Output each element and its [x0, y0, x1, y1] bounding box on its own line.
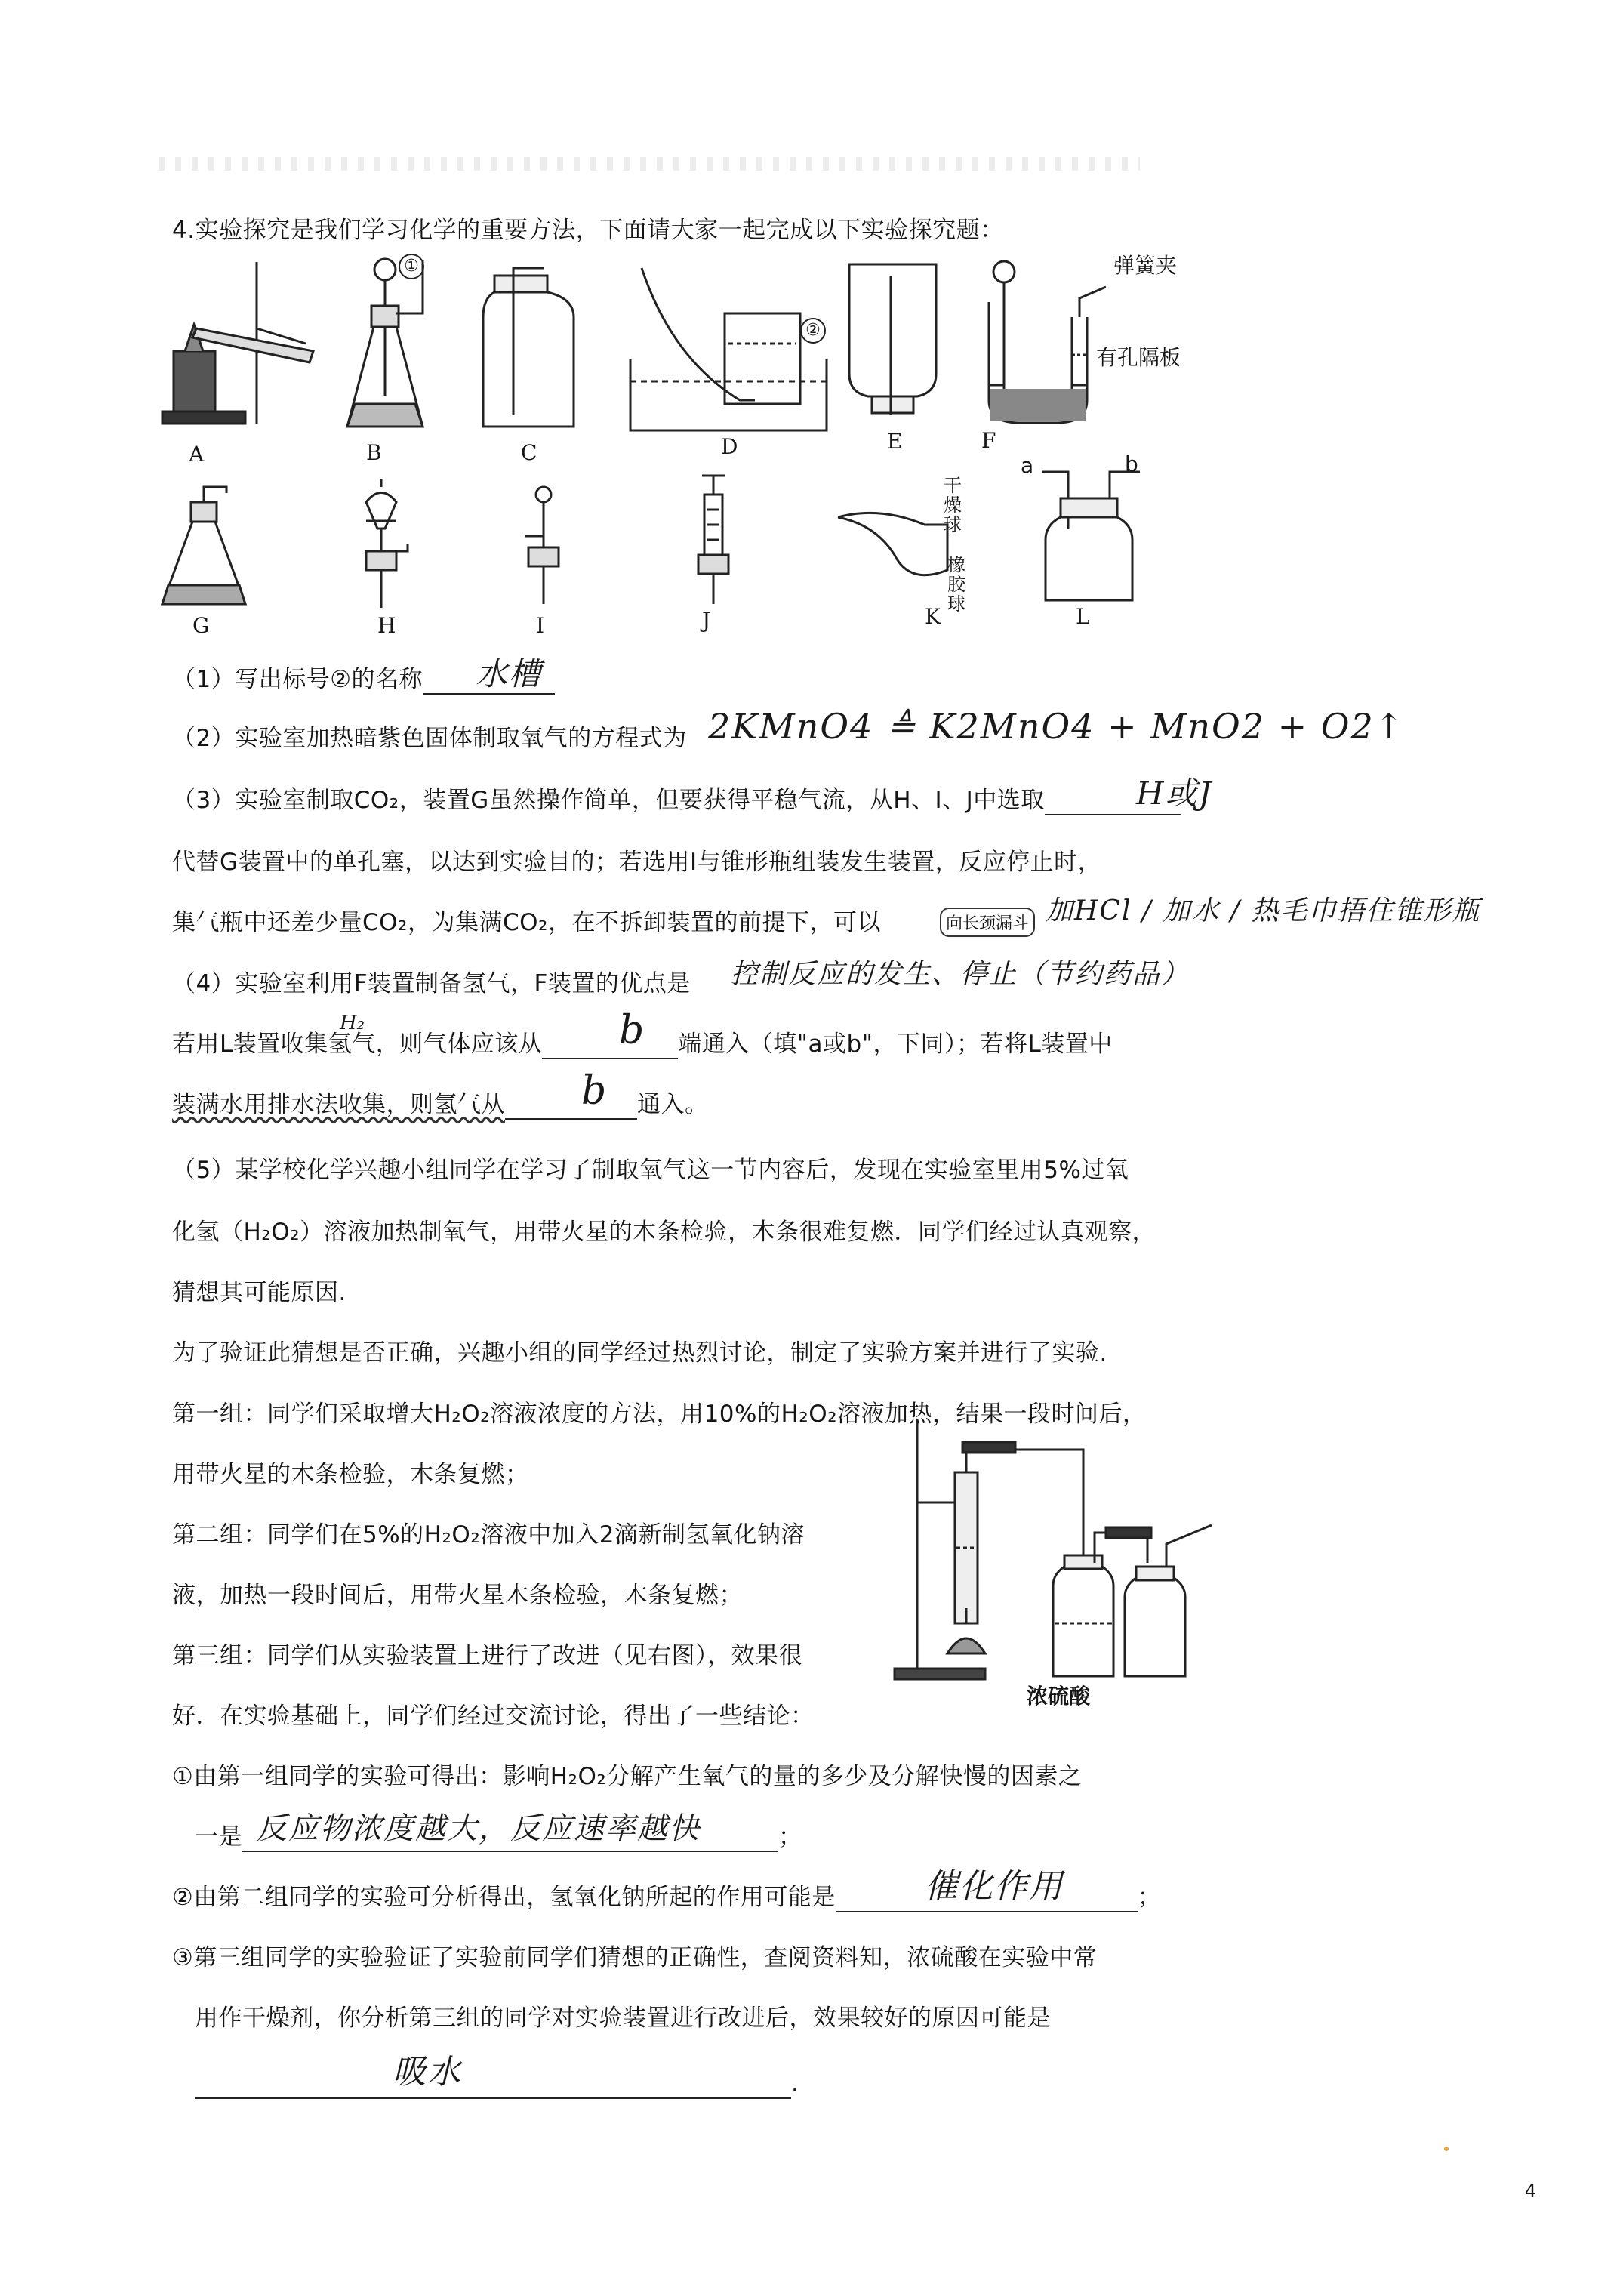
- apparatus-f-figure: [974, 257, 1110, 430]
- label-a: A: [189, 442, 205, 467]
- label-c: C: [521, 440, 537, 465]
- q5-p4: 为了验证此猜想是否正确，兴趣小组的同学经过热烈讨论，制定了实验方案并进行了实验.: [172, 1339, 1107, 1367]
- marker-2: ②: [800, 317, 826, 344]
- q3-answer3: 加HCl / 加水 / 热毛巾捂住锥形瓶: [1046, 895, 1481, 926]
- annotation-k-top: 干燥球: [944, 475, 962, 535]
- scan-dot: [1444, 2147, 1449, 2151]
- annotation-spring-clip: 弹簧夹: [1113, 253, 1178, 278]
- label-b: B: [366, 440, 382, 465]
- figure-label-h2so4: 浓硫酸: [1027, 1684, 1091, 1709]
- c3-line3: .: [195, 2069, 799, 2099]
- scan-artifact: [159, 157, 1140, 171]
- q1-text: （1）写出标号②的名称: [172, 664, 555, 695]
- q3-answer1: H或J: [1136, 775, 1213, 812]
- apparatus-e-figure: [842, 260, 944, 419]
- apparatus-i-figure: [502, 483, 570, 608]
- q4-blank3: [505, 1091, 637, 1120]
- question-intro: 4.实验探究是我们学习化学的重要方法，下面请大家一起完成以下实验探究题：: [172, 217, 1004, 244]
- page-number: 4: [1524, 2180, 1536, 2202]
- q4-line3: 装满水用排水法收集，则氢气从 通入。: [172, 1091, 709, 1118]
- label-e: E: [887, 429, 903, 454]
- c1-line2: 一是 ；: [195, 1823, 802, 1851]
- c1-line1: ①由第一组同学的实验可得出：影响H₂O₂分解产生氧气的量的多少及分解快慢的因素之: [172, 1763, 1083, 1790]
- label-d: D: [721, 434, 738, 459]
- apparatus-k-figure: [834, 502, 955, 593]
- label-f: F: [981, 428, 996, 453]
- c1-answer: 反应物浓度越大，反应速率越快: [257, 1811, 701, 1846]
- label-j: J: [702, 608, 711, 633]
- q4-answer3: b: [581, 1068, 608, 1114]
- label-h: H: [377, 613, 396, 638]
- marker-1: ①: [399, 253, 424, 279]
- q3-line1: （3）实验室制取CO₂，装置G虽然操作简单，但要获得平稳气流，从H、I、J中选取: [172, 785, 1181, 815]
- annotation-l-b: b: [1125, 451, 1138, 476]
- apparatus-j-figure: [683, 472, 744, 608]
- q4-h2-mark: H₂: [340, 1012, 365, 1034]
- q3-answer3-prefix: 向长颈漏斗: [940, 908, 1035, 937]
- apparatus-c-figure: [476, 268, 581, 434]
- apparatus-a-figure: [155, 253, 325, 438]
- q2-text: （2）实验室加热暗紫色固体制取氧气的方程式为: [172, 725, 687, 752]
- annotation-perforated-plate: 有孔隔板: [1096, 345, 1181, 370]
- q5-p3: 猜想其可能原因.: [172, 1279, 346, 1306]
- apparatus-b-figure: [340, 253, 430, 438]
- c3-answer: 吸水: [393, 2053, 462, 2091]
- q4-blank2: [542, 1031, 678, 1059]
- h2so4-apparatus-figure: [895, 1419, 1234, 1691]
- q1-answer: 水槽: [476, 655, 543, 692]
- c3-line2: 用作干燥剂，你分析第三组的同学对实验装置进行改进后，效果较好的原因可能是: [195, 2005, 1051, 2032]
- q4-answer1: 控制反应的发生、停止（节约药品）: [731, 959, 1190, 990]
- q5-group3-line1: 第三组：同学们从实验装置上进行了改进（见右图），效果很: [172, 1642, 802, 1669]
- q5-group2-line2: 液，加热一段时间后，用带火星木条检验，木条复燃；: [172, 1582, 743, 1609]
- q5-p1: （5）某学校化学兴趣小组同学在学习了制取氧气这一节内容后，发现在实验室里用5%过氧: [172, 1157, 1129, 1184]
- q2-answer: 2KMnO4 ≜ K2MnO4 + MnO2 + O2↑: [708, 706, 1406, 747]
- q4-line1: （4）实验室利用F装置制备氢气，F装置的优点是: [172, 970, 691, 997]
- annotation-l-a: a: [1021, 453, 1034, 478]
- apparatus-l-figure: [1038, 464, 1144, 604]
- q5-group1-line1: 第一组：同学们采取增大H₂O₂溶液浓度的方法，用10%的H₂O₂溶液加热，结果一段时间后，: [172, 1401, 1147, 1428]
- q5-group2-line1: 第二组：同学们在5%的H₂O₂溶液中加入2滴新制氢氧化钠溶: [172, 1521, 805, 1549]
- q5-p2: 化氢（H₂O₂）溶液加热制氧气，用带火星的木条检验，木条很难复燃．同学们经过认真观察，: [172, 1219, 1156, 1246]
- label-l: L: [1076, 604, 1090, 629]
- label-i: I: [536, 613, 545, 638]
- apparatus-d-figure: [627, 268, 830, 434]
- q5-group1-line2: 用带火星的木条检验，木条复燃；: [172, 1461, 529, 1488]
- q3-line2: 代替G装置中的单孔塞，以达到实验目的；若选用I与锥形瓶组装发生装置，反应停止时，: [172, 849, 1102, 876]
- c2-answer: 催化作用: [925, 1867, 1064, 1906]
- label-g: G: [192, 613, 210, 638]
- q4-line2: 若用L装置收集氢气，则气体应该从 端通入（填"a或b"，下同）；若将L装置中: [172, 1031, 1113, 1058]
- q4-answer2: b: [619, 1008, 646, 1053]
- label-k: K: [925, 604, 941, 629]
- c3-blank: [195, 2070, 791, 2099]
- c2-line: ②由第二组同学的实验可分析得出，氢氧化钠所起的作用可能是 ；: [172, 1884, 1162, 1911]
- apparatus-g-figure: [155, 487, 253, 612]
- apparatus-h-figure: [343, 476, 419, 612]
- q3-line3: 集气瓶中还差少量CO₂，为集满CO₂，在不拆卸装置的前提下，可以: [172, 909, 881, 936]
- c3-line1: ③第三组同学的实验验证了实验前同学们猜想的正确性，查阅资料知，浓硫酸在实验中常: [172, 1944, 1098, 1971]
- q5-group3-line2: 好．在实验基础上，同学们经过交流讨论，得出了一些结论：: [172, 1703, 815, 1730]
- annotation-k-bottom: 橡胶球: [947, 554, 965, 615]
